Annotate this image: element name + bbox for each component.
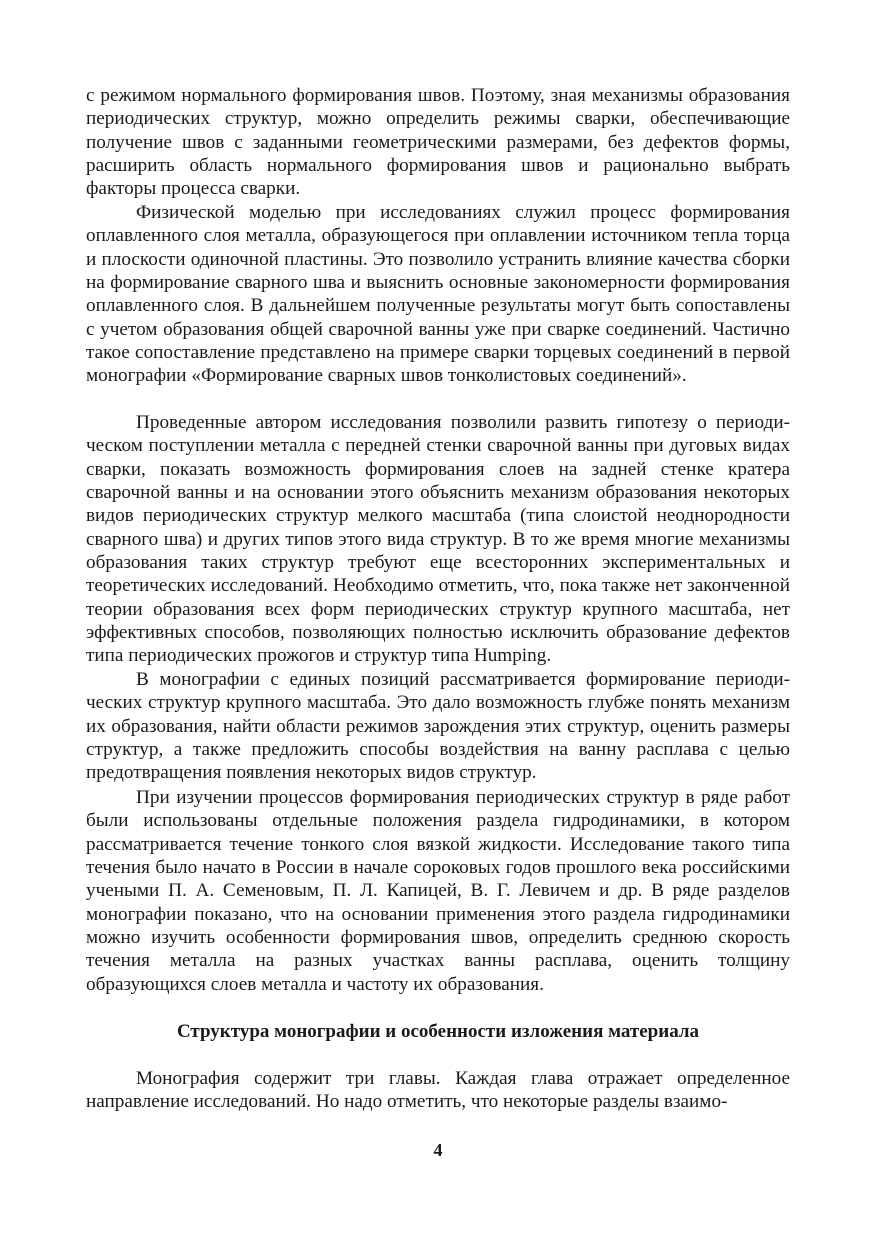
page-number: 4 (433, 1140, 443, 1160)
paragraph: Проведенные автором исследования позволили развить гипотезу о периодическом поступлении металла с передней стенки сварочной ванны при дуговых видах сварки, показать возможность формирования слоев на задней стенке кратера сварочной ванны и на основании этого объяснить механизм образования некоторых видов периодических структур мелкого масштаба (типа слоистой неоднородности сварного шва) и других типов этого вида структур. В то же время многие механизмы образования таких структур требуют еще всесторонних экспериментальных и теоретических исследований. Необходимо отметить, что, пока также нет законченной теории образования всех форм периодических структур крупного масштаба, нет эффективных способов, позволяющих полностью исключить образование дефектов типа периодических прожогов и структур типа Humping. (86, 412, 790, 667)
section-heading: Структура монографии и особенности изложения материала (176, 1021, 700, 1042)
paragraph: с режимом нормального формирования швов. Поэтому, зная механизмы образования периодических структур, можно определить режимы сварки, обеспечивающие получение швов с заданными геометрическими размерами, без дефектов формы, расширить область нормального формирования швов и рационально выбрать факторы процесса сварки. (86, 85, 790, 200)
paragraph: Физической моделью при исследованиях служил процесс формирования оплавленного слоя металла, образующегося при оплавлении источником тепла торца и плоскости одиночной пластины. Это позволило устранить влияние качества сборки на формирование сварного шва и выяснить основные закономерности формирования оплавленного слоя. В дальнейшем полученные результаты могут быть сопоставлены с учетом образования общей сварочной ванны уже при сварке соединений. Частично такое сопоставление представлено на примере сварки торцевых соединений в первой монографии «Формирование сварных швов тонколистовых соединений». (86, 202, 790, 387)
paragraph: Монография содержит три главы. Каждая глава отражает определенное направление исследований. Но надо отметить, что некоторые разделы взаимо- (86, 1068, 790, 1113)
paragraph: В монографии с единых позиций рассматривается формирование периодических структур крупного масштаба. Это дало возможность глубже понять механизм их образования, найти области режимов зарождения этих структур, оценить размеры структур, а также предложить способы воздействия на ванну расплава с целью предотвращения появления некоторых видов структур. (86, 669, 790, 784)
paragraph: При изучении процессов формирования периодических структур в ряде работ были использованы отдельные положения раздела гидродинамики, в котором рассматривается течение тонкого слоя вязкой жидкости. Исследование такого типа течения было начато в России в начале сороковых годов прошлого века российскими учеными П. А. Семеновым, П. Л. Капицей, В. Г. Левичем и др. В ряде разделов монографии показано, что на основании применения этого раздела гидродинамики можно изучить особенности формирования швов, определить среднюю скорость течения металла на разных участках ванны расплава, оценить толщину образующихся слоев металла и частоту их образования. (86, 787, 790, 995)
